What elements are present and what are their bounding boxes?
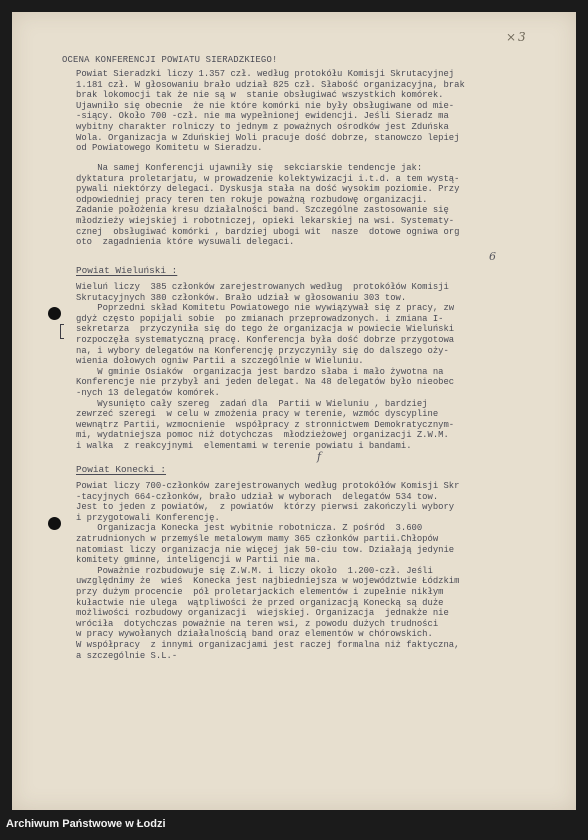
document-title: OCENA KONFERENCJI POWIATU SIERADZKIEGO! (62, 55, 278, 65)
paragraph-wielunski: Wieluń liczy 385 członków zarejestrowanych według protokółów Komisji Skrutacyjnych 380 członków. Brało udział w głosowaniu 303 tow. Poprzedni skład Komitetu Powiatowego nie wywiązywał się z pracy, zw gdyż często popijali sobie po zmianach przeprowadzonych. i zmiana I- sekretarza przyczyniła się do tego że organizacja w powiecie Wieluński rozpoczęła systematyczną pracę. Konferencja była dość dobrze przygotowa na, i wybory delegatów na Konferencję przyczyniły się do dalszego oży- wienia dołowych ogniw Partii a szczególnie w Wieluniu. W gminie Osiaków organizacja jest bardzo słaba i mało żywotna na Konferencje nie przybył ani jeden delegat. Na 48 delegatów było nieobec -nych 13 delegatów komórek. Wysunięto cały szereg zadań dla Partii w Wieluniu , bardziej zewrzeć szeregi w celu w zmożenia pracy w terenie, wzmóc dyscypline wewnątrz Partii, wzmocnienie współpracy z stronnictwem Demokratycznym- mi, wydatniejsza pomoc niż dotychczas młodzieżowej organizacji Z.W.M. i walka z reakcyjnymi elementami w terenie powiatu i bandami. (76, 282, 455, 451)
punch-hole-top (48, 307, 61, 320)
paragraph-sieradz-conference: Na samej Konferencji ujawniły się sekciarskie tendencje jak: dyktatura proletarjatu, w prowadzenie kolektywizacji i.t.d. a tem wystą- pywali niektórzy delegaci. Dyskusja stała na dość wysokim poziomie. Przy odpowiedniej pracy teren ten rokuje poważną rozbudowę organizacji. Zadanie położenia kresu działalności band. Szczególne zastosowanie się młodzieży wiejskiej i robotniczej, opieki lekarskiej na wsi. Systematy- cznej obsługiwać komórki , bardziej ubogi wit nasze dotowe ogniwa org oto zagadnienia które wysuwali delegaci. (76, 163, 460, 248)
archive-footer-label: Archiwum Państwowe w Łodzi (6, 818, 166, 830)
section-heading-wielunski: Powiat Wieluński : (76, 265, 178, 276)
handwritten-mark-f: f (317, 450, 322, 463)
paragraph-konecki: Powiat liczy 700-członków zarejestrowanych według protokółów Komisji Skr -tacyjnych 664-członków, brało udział w wyborach delegatów 534 tow. Jest to jeden z powiatów, z powiatów którzy pierwsi zakończyli wybory i przygotowali Konferencję. Organizacja Konecka jest wybitnie robotnicza. Z pośród 3.600 zatrudnionych w przemyśle metalowym mamy 365 członków partii.Chłopów natomiast liczy organizacja nie więcej jak 50-ciu tow. Działają jedynie komitety gminne, inteligencji w Partii nie ma. Poważnie rozbudowuje się Z.W.M. i liczy około 1.200-czł. Jeśli uwzględnimy że wieś Konecka jest najbiedniejsza w województwie Łódzkim przy dużym procencie pół proletarjackich elementów i zupełnie nikłym kułactwie nie ulega wątpliwości że przed organizacją Konecką są duże możliwości rozbudowy organizacji wiejskiej. Organizacja jednakże nie wróciła dotychczas poważnie na teren wsi, z powodu dużych trudności w pracy wywołanych działalnością band oraz elementów w chórowskich. W współpracy z innymi organizacjami jest raczej formalna niż faktyczna, a szczególnie S.L.- (76, 481, 460, 661)
punch-hole-bottom (48, 517, 61, 530)
margin-bracket-mark (60, 324, 64, 339)
handwritten-mark-six: 6 (489, 250, 496, 263)
section-heading-konecki: Powiat Konecki : (76, 464, 167, 475)
archive-corner-mark: ⨯3 (506, 30, 528, 44)
paragraph-sieradz-stats: Powiat Sieradzki liczy 1.357 czł. według protokółu Komisji Skrutacyjnej 1.181 czł. W głosowaniu brało udział 825 czł. Słabość organizacyjna, brak brak lokomocji tak że nie są w stanie obsługiwać wszystkich komórek. Ujawniło się obecnie że nie które komórki nie były obsługiwane od mie- -siący. Około 700 -czł. nie ma wypełnionej ewidencji. Jeśli Sieradz ma wybitny charakter rolniczy to jednym z poważnych ośrodków jest Zduńska Wola. Organizacja w Zduńskiej Woli pracuje dość dobrze, stanowczo lepiej od Powiatowego Komitetu w Sieradzu. (76, 69, 465, 154)
